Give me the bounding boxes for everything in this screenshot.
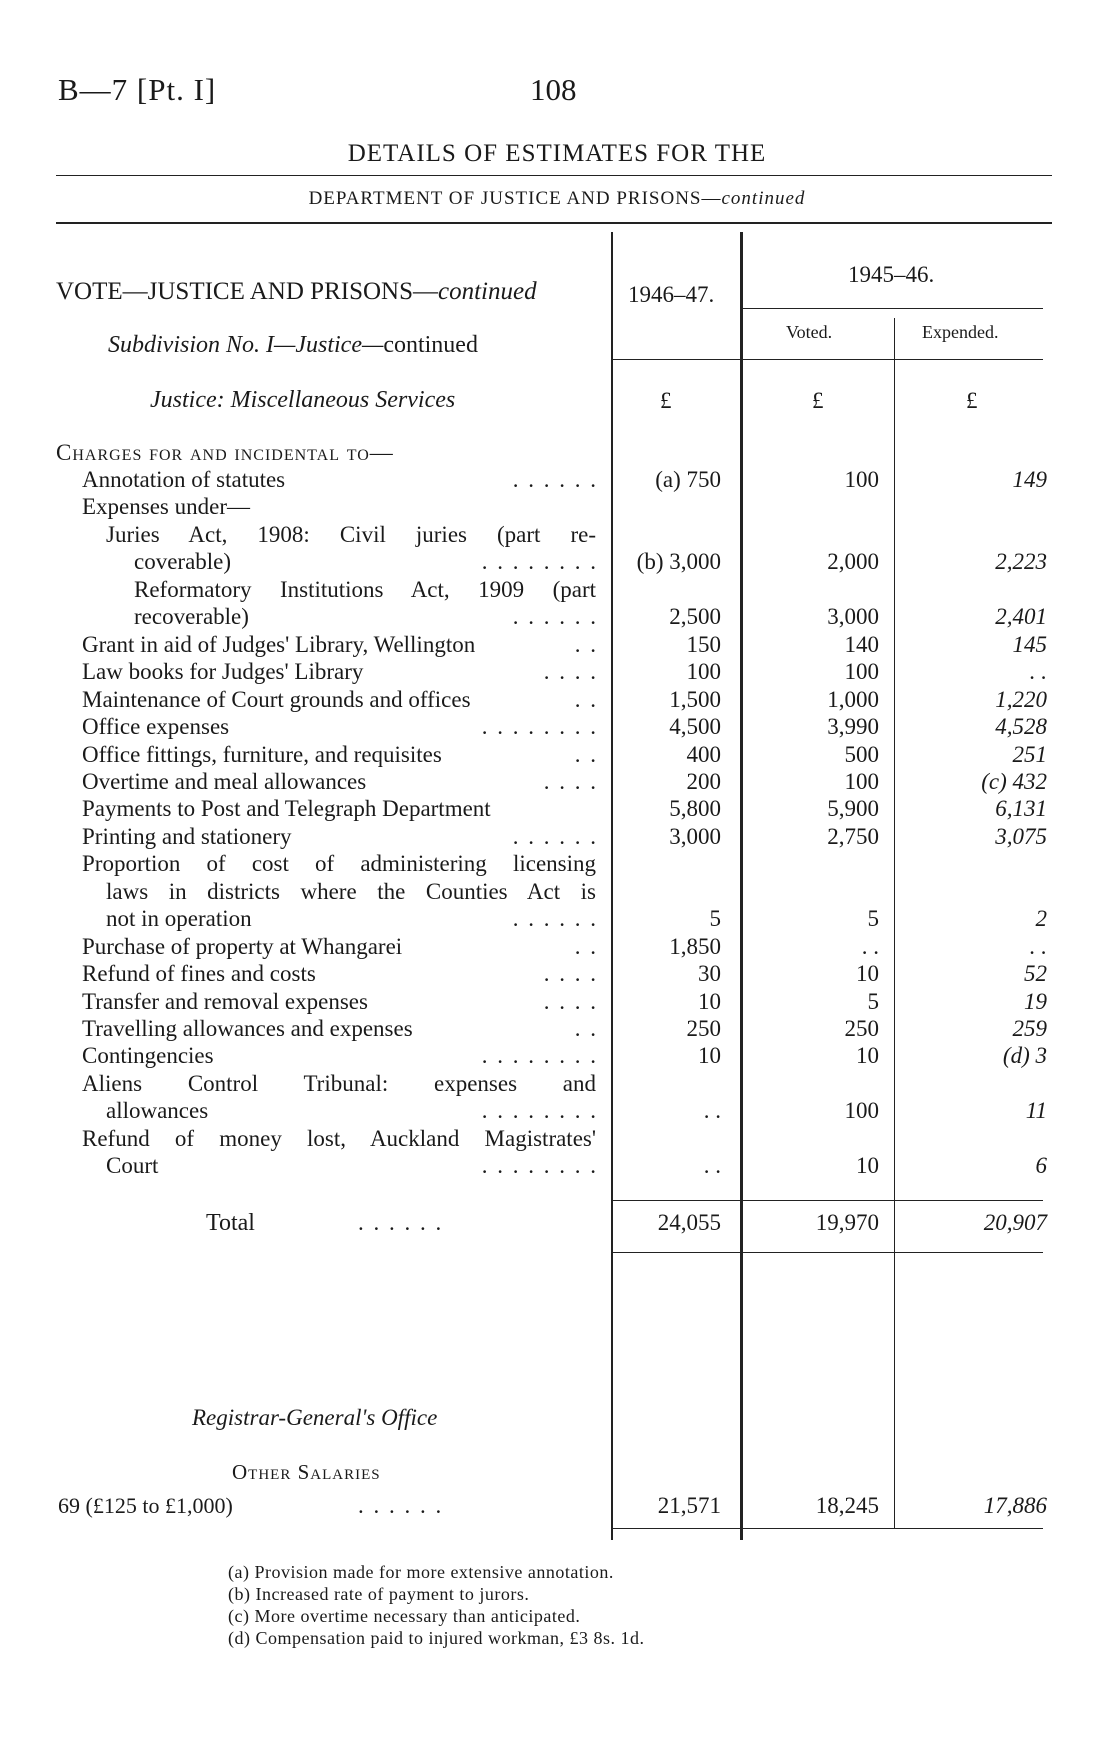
row-1946-47: . . [703,1098,721,1124]
row-voted: 100 [844,768,879,794]
table-row [0,604,1114,632]
row-leader-dots: . . [574,631,598,657]
row-voted: 250 [844,1016,879,1041]
total-row [0,1210,1114,1238]
year-rule [743,308,1043,309]
row-leader-dots: . . [574,741,598,767]
row-leader-dots: . . . . . . [512,906,598,932]
row-label: Juries Act, 1908: Civil juries (part re- [106,521,596,547]
row-expended: 6 [1035,1153,1047,1179]
row-label: not in operation [106,906,252,932]
row-expended: 19 [1024,988,1047,1014]
footnote-a: (a) Provision made for more extensive annotation. [228,1562,614,1582]
table-row [0,961,1114,989]
table-row [0,522,1114,550]
total-expended: 20,907 [983,1210,1047,1235]
row-voted: 10 [856,1043,879,1069]
row-voted: 100 [844,1098,879,1124]
row-label: Payments to Post and Telegraph Department [82,796,491,822]
row-1946-47: 5 [709,906,721,932]
total-voted: 19,970 [815,1210,879,1235]
total-label: Total [206,1210,255,1236]
page-number: 108 [530,72,577,107]
registrar-row [0,1493,1114,1521]
row-expended: 2 [1035,906,1047,932]
row-expended: 251 [1012,741,1047,767]
row-1946-47: 400 [686,741,721,767]
row-label: allowances [106,1098,209,1124]
row-1946-47: 100 [686,659,721,685]
currency-expended: £ [966,388,978,413]
row-expended: 149 [1012,467,1047,492]
row-leader-dots: . . . . . . [512,604,598,630]
footnote-c: (c) More overtime necessary than anticipated. [228,1606,581,1626]
row-label: Expenses under— [82,494,250,520]
row-voted: 500 [844,741,879,767]
row-label: coverable) [134,549,232,575]
charges-heading: Charges for and incidental to— [56,440,394,465]
column-header-1946-47: 1946–47. [628,282,715,307]
table-row [0,659,1114,687]
row-leader-dots: . . . . . . [512,823,598,849]
registrar-label: 69 (£125 to £1,000) [58,1493,233,1518]
document-reference: B—7 [Pt. I] [58,72,217,107]
row-1946-47: 30 [698,961,721,987]
table-row [0,714,1114,742]
registrar-voted: 18,245 [815,1493,879,1518]
row-1946-47: 1,850 [669,933,721,959]
page-subtitle [0,188,1114,210]
row-voted: 2,750 [827,823,879,849]
row-expended: 4,528 [995,714,1047,740]
row-label: Proportion of cost of administering licensing [82,851,596,877]
table-row [0,934,1114,962]
row-expended: 259 [1012,1016,1047,1041]
row-voted: 1,000 [827,686,879,712]
table-row [0,742,1114,770]
row-leader-dots: . . . . [543,768,598,794]
row-voted: 3,000 [827,604,879,630]
row-voted: 140 [844,631,879,657]
header-rule [56,222,1052,224]
table-row [0,796,1114,824]
row-leader-dots: . . . . [543,659,598,685]
row-label: recoverable) [134,604,249,630]
table-row [0,632,1114,660]
row-label: Grant in aid of Judges' Library, Wellington [82,631,476,657]
row-leader-dots: . . . . . . . . [481,1043,598,1069]
row-1946-47: 200 [686,768,721,794]
page-title: DETAILS OF ESTIMATES FOR THE [347,140,767,167]
vote-title [56,278,537,306]
table-row [0,1153,1114,1181]
table-row [0,769,1114,797]
other-salaries-heading: Other Salaries [232,1460,381,1484]
row-expended: (d) 3 [1002,1043,1047,1069]
column-header-expended: Expended. [922,322,999,342]
row-label: Office expenses [82,714,230,740]
row-label: Maintenance of Court grounds and offices [82,686,471,712]
row-expended: 2,401 [995,604,1047,630]
row-voted: . . [861,933,879,959]
subdivision-text: Subdivision No. I—Justice— [108,332,384,358]
row-voted: 10 [856,1153,879,1179]
row-leader-dots: . . [574,1016,598,1041]
row-leader-dots: . . . . . . . . [481,549,598,575]
title-rule [56,175,1052,176]
registrar-1946-47: 21,571 [657,1493,721,1518]
table-row [0,1016,1114,1044]
registrar-title: Registrar-General's Office [192,1405,438,1430]
row-label: Refund of fines and costs [82,961,316,987]
row-1946-47: . . [703,1153,721,1179]
row-voted: 100 [844,467,879,492]
total-1946-47: 24,055 [657,1210,721,1235]
row-label: Contingencies [82,1043,214,1069]
row-leader-dots: . . [574,933,598,959]
registrar-bottom-rule [613,1528,1043,1529]
row-voted: 2,000 [827,549,879,575]
row-leader-dots: . . . . . . . . [481,1153,598,1179]
table-row [0,549,1114,577]
table-row [0,1071,1114,1099]
row-expended: 1,220 [995,686,1047,712]
row-1946-47: 1,500 [669,686,721,712]
footnote-b: (b) Increased rate of payment to jurors. [228,1584,530,1604]
row-1946-47: 3,000 [669,823,721,849]
table-row [0,824,1114,852]
table-row [0,577,1114,605]
row-label: Reformatory Institutions Act, 1909 (part [134,576,596,602]
row-1946-47: 5,800 [669,796,721,822]
table-row [0,467,1114,495]
row-leader-dots: . . . . [543,961,598,987]
table-row [0,1098,1114,1126]
row-expended: 52 [1024,961,1047,987]
currency-voted: £ [812,388,824,413]
currency-1946-47: £ [660,388,672,413]
row-expended: 3,075 [995,823,1047,849]
row-label: Overtime and meal allowances [82,768,367,794]
row-1946-47: 2,500 [669,604,721,630]
row-voted: 100 [844,659,879,685]
row-1946-47: 10 [698,1043,721,1069]
footnote-d: (d) Compensation paid to injured workman, £3 8s. 1d. [228,1628,645,1648]
vote-title-continued: continued [437,278,537,305]
row-label: Transfer and removal expenses [82,988,368,1014]
row-leader-dots: . . . . [543,988,598,1014]
registrar-dots: . . . . . . [358,1493,444,1518]
row-label: Aliens Control Tribunal: expenses and [82,1070,596,1096]
subdivision-continued: continued [383,332,478,358]
row-leader-dots: . . . . . . . . [481,714,598,740]
column-header-1945-46: 1945–46. [848,262,935,287]
row-leader-dots: . . . . . . . . [481,1098,598,1124]
row-1946-47: 150 [686,631,721,657]
row-expended: 145 [1012,631,1047,657]
row-expended: 6,131 [995,796,1047,822]
row-expended: (c) 432 [981,768,1047,794]
subtitle-continued: continued [721,188,806,209]
row-label: Law books for Judges' Library [82,659,364,685]
table-row [0,989,1114,1017]
total-top-rule [613,1200,1043,1201]
section-title: Justice: Miscellaneous Services [150,387,456,413]
total-bottom-rule [613,1252,1043,1253]
row-voted: 5,900 [827,796,879,822]
row-expended: . . [1029,933,1047,959]
row-1946-47: 4,500 [669,714,721,740]
table-row [0,494,1114,522]
row-label: Purchase of property at Whangarei [82,933,403,959]
table-row [0,851,1114,879]
subdivision-title [108,332,478,359]
table-row [0,1043,1114,1071]
row-voted: 5 [867,906,879,932]
row-expended: 2,223 [995,549,1047,575]
row-label: Printing and stationery [82,823,292,849]
table-row [0,879,1114,907]
table-row [0,687,1114,715]
row-1946-47: 250 [686,1016,721,1041]
column-header-voted: Voted. [786,322,833,342]
table-row [0,1126,1114,1154]
row-label: Office fittings, furniture, and requisites [82,741,442,767]
row-voted: 10 [856,961,879,987]
row-expended: 11 [1025,1098,1047,1124]
registrar-expended: 17,886 [983,1493,1047,1518]
row-label: laws in districts where the Counties Act is [106,878,596,904]
row-leader-dots: . . . . . . [512,467,598,492]
row-expended: . . [1029,659,1047,685]
row-label: Annotation of statutes [82,467,286,492]
column-header-rule [613,359,1043,360]
table-row [0,906,1114,934]
row-label: Court [106,1153,159,1179]
row-1946-47: (a) 750 [655,467,721,492]
row-voted: 5 [867,988,879,1014]
row-label: Travelling allowances and expenses [82,1016,413,1041]
vote-title-text: VOTE—JUSTICE AND PRISONS— [56,278,438,305]
subtitle-text: DEPARTMENT OF JUSTICE AND PRISONS— [308,188,722,209]
row-label: Refund of money lost, Auckland Magistrates' [82,1125,596,1151]
total-dots: . . . . . . [358,1210,444,1235]
row-voted: 3,990 [827,714,879,740]
row-leader-dots: . . [574,686,598,712]
row-1946-47: (b) 3,000 [636,549,721,575]
row-1946-47: 10 [698,988,721,1014]
